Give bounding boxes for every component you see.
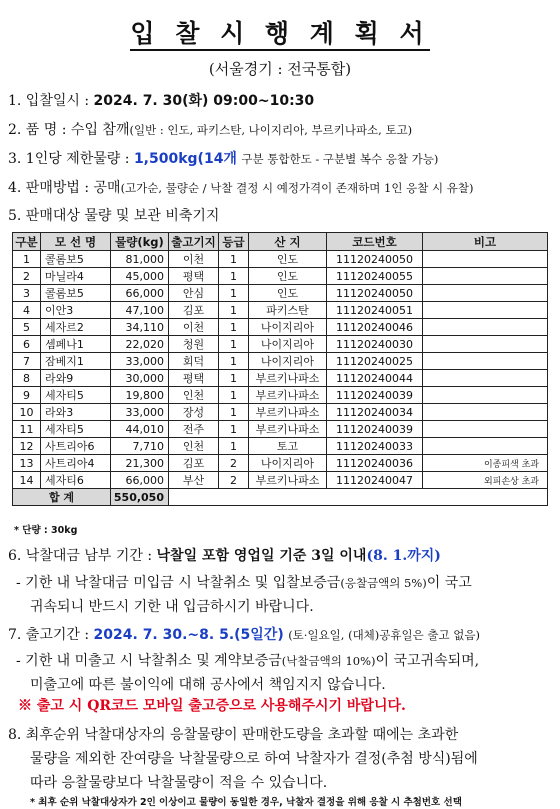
table-cell: 11 [13, 421, 41, 438]
table-cell: 인천 [169, 438, 219, 455]
item-6-payment-period: 6. 낙찰대금 남부 기간 : 낙찰일 포함 영업일 기준 3일 이내(8. 1.까지) [8, 548, 441, 564]
table-cell: 1 [219, 268, 249, 285]
table-row [13, 421, 548, 438]
table-cell: 11120240030 [327, 336, 423, 353]
table-cell: 부르키나파소 [249, 370, 327, 387]
table-cell: 5 [13, 319, 41, 336]
table-cell: 14 [13, 472, 41, 489]
page-subtitle: (서울경기 : 전국통합) [208, 60, 352, 78]
table-cell: 1 [219, 336, 249, 353]
total-empty [169, 489, 548, 506]
table-cell: 회덕 [169, 353, 219, 370]
table-cell: 2 [219, 455, 249, 472]
table-row [13, 285, 548, 302]
table-row [13, 319, 548, 336]
table-cell: 1 [219, 353, 249, 370]
table-cell: 1 [219, 438, 249, 455]
table-cell: 11120240036 [327, 455, 423, 472]
table-cell: 11120240050 [327, 251, 423, 268]
item-4-sales-method: 4. 판매방법 : 공매(고가순, 물량순 / 낙찰 결정 시 예정가격이 존재하며 1인 응찰 시 유찰) [8, 180, 474, 196]
table-cell: 1 [219, 302, 249, 319]
table-cell [423, 370, 548, 387]
table-cell: 21,300 [111, 455, 169, 472]
inventory-table [12, 232, 548, 506]
table-cell: 1 [219, 387, 249, 404]
table-cell: 1 [219, 404, 249, 421]
table-cell [423, 387, 548, 404]
item-2-product: 2. 품 명 : 수입 참깨(일반 : 인도, 파키스탄, 나이지리아, 부르키나파소, 토고) [8, 122, 413, 138]
table-row [13, 353, 548, 370]
table-cell: 1 [219, 285, 249, 302]
table-cell: 11120240047 [327, 472, 423, 489]
table-cell: 44,010 [111, 421, 169, 438]
table-cell: 11120240050 [327, 285, 423, 302]
table-header-cell: 비고 [423, 233, 548, 251]
table-cell: 외피손상 초과 [423, 472, 548, 489]
table-cell: 세자티6 [41, 472, 111, 489]
table-cell: 부르키나파소 [249, 421, 327, 438]
item-1-bid-date: 1. 입찰일시 : 2024. 7. 30(화) 09:00~10:30 [8, 93, 315, 109]
table-cell: 파키스탄 [249, 302, 327, 319]
item-7-shipping-period: 7. 출고기간 : 2024. 7. 30.~8. 5.(5일간) (토·일요일, (대체)공휴일은 출고 없음) [8, 627, 480, 643]
table-cell [423, 302, 548, 319]
table-total-row [13, 489, 548, 506]
table-cell: 33,000 [111, 404, 169, 421]
table-cell: 11120240033 [327, 438, 423, 455]
table-header-cell: 모 선 명 [41, 233, 111, 251]
table-cell: 장성 [169, 404, 219, 421]
table-cell [423, 353, 548, 370]
total-label: 합 계 [13, 489, 111, 506]
table-cell: 이안3 [41, 302, 111, 319]
table-row [13, 251, 548, 268]
table-cell: 2 [13, 268, 41, 285]
table-row [13, 438, 548, 455]
table-cell: 4 [13, 302, 41, 319]
table-cell: 12 [13, 438, 41, 455]
footnote: * 최후 순위 낙찰대상자가 2인 이상이고 물량이 동일한 경우, 낙찰자 결정을 위해 응찰 시 추첨번호 선택 [30, 797, 462, 808]
table-cell [423, 421, 548, 438]
table-row [13, 387, 548, 404]
total-value: 550,050 [111, 489, 169, 506]
qr-warning: ※ 출고 시 QR코드 모바일 출고증으로 사용해주시기 바랍니다. [18, 698, 406, 714]
table-cell: 평택 [169, 370, 219, 387]
table-row [13, 336, 548, 353]
table-cell: 11120240039 [327, 421, 423, 438]
table-cell: 9 [13, 387, 41, 404]
table-cell: 30,000 [111, 370, 169, 387]
table-cell [423, 268, 548, 285]
table-cell: 마닐라4 [41, 268, 111, 285]
item-6-note-1: - 기한 내 낙찰대금 미입금 시 낙찰취소 및 입찰보증금(응찰금액의 5%)이 국고 [16, 575, 472, 591]
table-row [13, 455, 548, 472]
table-cell: 11120240051 [327, 302, 423, 319]
table-cell: 부르키나파소 [249, 387, 327, 404]
table-cell: 11120240044 [327, 370, 423, 387]
table-header-cell: 출고기지 [169, 233, 219, 251]
table-cell: 부르키나파소 [249, 472, 327, 489]
table-cell: 인도 [249, 268, 327, 285]
table-cell: 이종피색 초과 [423, 455, 548, 472]
table-cell: 19,800 [111, 387, 169, 404]
table-cell: 라와3 [41, 404, 111, 421]
table-header-cell: 물량(kg) [111, 233, 169, 251]
unit-note: * 단량 : 30kg [14, 525, 78, 536]
table-cell: 나이지리아 [249, 336, 327, 353]
table-cell: 콜롬보5 [41, 285, 111, 302]
table-cell: 1 [13, 251, 41, 268]
table-header-cell: 코드번호 [327, 233, 423, 251]
table-cell: 인도 [249, 285, 327, 302]
table-cell: 66,000 [111, 285, 169, 302]
table-cell: 81,000 [111, 251, 169, 268]
table-cell: 이천 [169, 251, 219, 268]
table-cell [423, 251, 548, 268]
table-cell: 1 [219, 421, 249, 438]
table-cell: 66,000 [111, 472, 169, 489]
table-cell: 33,000 [111, 353, 169, 370]
table-cell [423, 404, 548, 421]
table-cell: 세자르2 [41, 319, 111, 336]
table-cell: 콜롬보5 [41, 251, 111, 268]
table-cell: 10 [13, 404, 41, 421]
table-cell [423, 438, 548, 455]
table-row [13, 472, 548, 489]
page-title: 입 찰 시 행 계 획 서 [0, 14, 560, 50]
table-header-cell: 구분 [13, 233, 41, 251]
table-cell: 11120240046 [327, 319, 423, 336]
table-cell: 평택 [169, 268, 219, 285]
table-cell: 김포 [169, 455, 219, 472]
table-cell: 8 [13, 370, 41, 387]
table-cell: 13 [13, 455, 41, 472]
table-header-cell: 등급 [219, 233, 249, 251]
table-cell: 22,020 [111, 336, 169, 353]
item-8-line-1: 8. 최후순위 낙찰대상자의 응찰물량이 판매한도량을 초과할 때에는 초과한 [8, 727, 459, 743]
item-8-line-2: 물량을 제외한 잔여량을 낙찰물량으로 하여 낙찰자가 결정(추첨 방식)됨에 [30, 751, 478, 767]
table-cell: 45,000 [111, 268, 169, 285]
table-cell [423, 336, 548, 353]
table-cell [423, 285, 548, 302]
table-cell: 11120240039 [327, 387, 423, 404]
table-cell: 11120240034 [327, 404, 423, 421]
table-row [13, 404, 548, 421]
table-cell: 나이지리아 [249, 455, 327, 472]
table-cell: 김포 [169, 302, 219, 319]
table-cell: 47,100 [111, 302, 169, 319]
table-row [13, 370, 548, 387]
item-6-note-2: 귀속되니 반드시 기한 내 입금하시기 바랍니다. [30, 599, 314, 615]
table-row [13, 268, 548, 285]
table-cell: 라와9 [41, 370, 111, 387]
table-cell: 2 [219, 472, 249, 489]
table-cell: 1 [219, 370, 249, 387]
table-header-cell: 산 지 [249, 233, 327, 251]
table-cell: 34,110 [111, 319, 169, 336]
table-cell: 안심 [169, 285, 219, 302]
table-cell: 1 [219, 251, 249, 268]
table-cell: 7 [13, 353, 41, 370]
table-cell: 인도 [249, 251, 327, 268]
table-cell [423, 319, 548, 336]
table-cell: 1 [219, 319, 249, 336]
table-cell: 이천 [169, 319, 219, 336]
table-cell: 11120240025 [327, 353, 423, 370]
table-row [13, 302, 548, 319]
table-cell: 토고 [249, 438, 327, 455]
table-cell: 7,710 [111, 438, 169, 455]
item-3-limit: 3. 1인당 제한물량 : 1,500kg(14개 구분 통합한도 - 구분별 복수 응찰 가능) [8, 151, 439, 167]
table-cell: 인천 [169, 387, 219, 404]
table-cell: 세자티5 [41, 387, 111, 404]
table-cell: 전주 [169, 421, 219, 438]
table-header-row [13, 233, 548, 251]
item-7-note-2: 미출고에 따른 불이익에 대해 공사에서 책임지지 않습니다. [30, 677, 386, 693]
table-cell: 3 [13, 285, 41, 302]
item-8-line-3: 따라 응찰물량보다 낙찰물량이 적을 수 있습니다. [30, 775, 328, 791]
table-cell: 나이지리아 [249, 353, 327, 370]
table-cell: 청원 [169, 336, 219, 353]
table-cell: 세자티5 [41, 421, 111, 438]
table-cell: 사트리아6 [41, 438, 111, 455]
table-cell: 사트리아4 [41, 455, 111, 472]
table-cell: 부르키나파소 [249, 404, 327, 421]
table-cell: 잠베지1 [41, 353, 111, 370]
item-5-table-heading: 5. 판매대상 물량 및 보관 비축기지 [8, 208, 220, 224]
table-cell: 셈페나1 [41, 336, 111, 353]
table-cell: 나이지리아 [249, 319, 327, 336]
table-cell: 11120240055 [327, 268, 423, 285]
table-cell: 6 [13, 336, 41, 353]
table-cell: 부산 [169, 472, 219, 489]
item-7-note-1: - 기한 내 미출고 시 낙찰취소 및 계약보증금(낙찰금액의 10%)이 국고귀속되며, [16, 653, 480, 669]
